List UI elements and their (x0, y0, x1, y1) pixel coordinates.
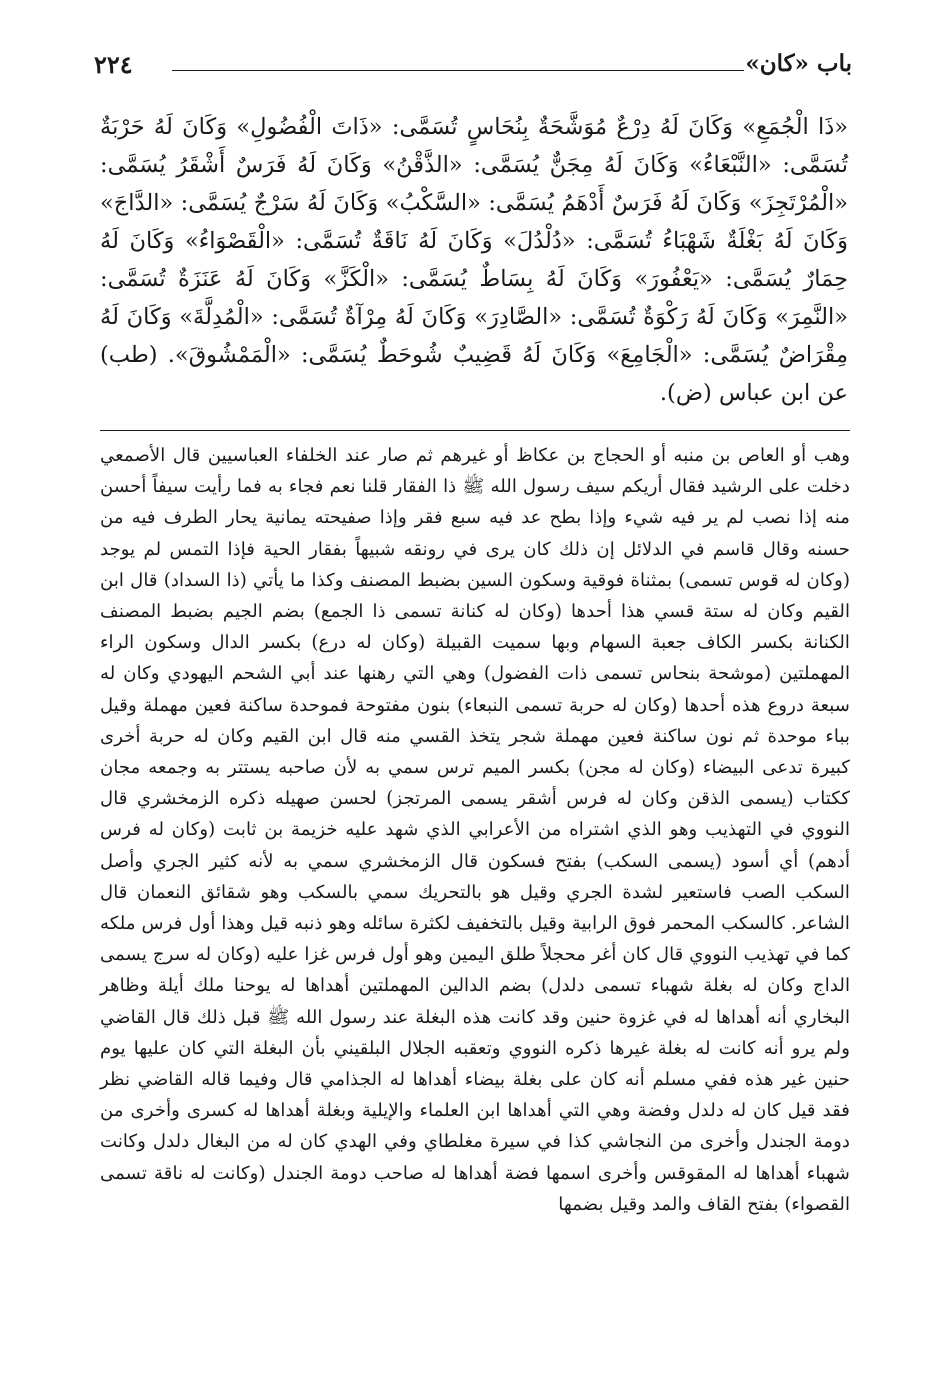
footnote-separator (100, 430, 850, 431)
footnote-block (100, 440, 850, 1220)
header-rule (172, 70, 744, 71)
main-text-block (100, 108, 848, 412)
main-text: «ذَا الْجُمَعِ» وَكَانَ لَهُ دِرْعٌ مُوَشَّحَةٌ بِنُحَاسٍ تُسَمَّى: «ذَاتَ الْفُضُولِ» وَكَانَ لَهُ حَرْبَةٌ تُسَمَّى: «النَّبْعَاءُ» وَكَانَ لَهُ مِجَنٌّ يُسَمَّى: «الذَّقْنُ» وَكَانَ لَهُ فَرَسٌ أَشْقَرُ يُسَمَّى: «الْمُرْتَجِزَ» وَكَانَ لَهُ فَرَسٌ أَدْهَمُ يُسَمَّى: «السَّكْبُ» وَكَانَ لَهُ سَرْجٌ يُسَمَّى: «الدَّاجَ» وَكَانَ لَهُ بَغْلَةٌ شَهْبَاءُ تُسَمَّى: «دُلْدُلَ» وَكَانَ لَهُ نَاقَةٌ تُسَمَّى: «الْقَصْوَاءُ» وَكَانَ لَهُ حِمَارٌ يُسَمَّى: «يَعْفُورَ» وَكَانَ لَهُ بِسَاطٌ يُسَمَّى: «الْكَزَّ» وَكَانَ لَهُ عَنَزَةٌ تُسَمَّى: «النَّمِرَ» وَكَانَ لَهُ رَكْوَةٌ تُسَمَّى: «الصَّادِرَ» وَكَانَ لَهُ مِرْآةٌ تُسَمَّى: «الْمُدِلَّةَ» وَكَانَ لَهُ مِقْرَاضٌ يُسَمَّى: «الْجَامِعَ» وَكَانَ لَهُ قَضِيبٌ شُوحَطٌ يُسَمَّى: «الْمَمْشُوقَ». (طب) عن ابن عباس (ض). (100, 114, 848, 406)
page-header (94, 48, 852, 88)
page-number: ٢٢٤ (94, 50, 133, 79)
footnote-text: وهب أو العاص بن منبه أو الحجاج بن عكاظ أو غيرهم ثم صار عند الخلفاء العباسيين قال الأصمعي دخلت على الرشيد فقال أريكم سيف رسول الله ﷺ ذا الفقار قلنا نعم فجاء به فما رأيت سيفاً أحسن منه إذا نصب لم ير فيه شيء وإذا بطح عد فيه سبع فقر وإذا صفيحته يمانية يحار الطرف فيه من حسنه وقال قاسم في الدلائل إن ذلك كان يرى في رونقه شبيهاً بفقار الحية فإذا التمس لم يوجد (وكان له قوس تسمى) بمثناة فوقية وسكون السين بضبط المصنف وكذا ما يأتي (ذا السداد) قال ابن القيم وكان له ستة قسي هذا أحدها (وكان له كنانة تسمى ذا الجمع) بضم الجيم بضبط المصنف الكنانة بكسر الكاف جعبة السهام وبها سميت القبيلة (وكان له درع) بكسر الدال وسكون الراء المهملتين (موشحة بنحاس تسمى ذات الفضول) وهي التي رهنها عند أبي الشحم اليهودي وكان له سبعة دروع هذه أحدها (وكان له حربة تسمى النبعاء) بنون مفتوحة فموحدة ساكنة فعين مهملة وقيل بباء موحدة ثم نون ساكنة فعين مهملة شجر يتخذ القسي منه قال ابن القيم وكان له حربة أخرى كبيرة تدعى البيضاء (وكان له مجن) بكسر الميم ترس سمي به لأن صاحبه يستتر به وجمعه مجان ككتاب (يسمى الذقن وكان له فرس أشقر يسمى المرتجز) لحسن صهيله ذكره الزمخشري قال النووي في التهذيب وهو الذي اشتراه من الأعرابي الذي شهد عليه خزيمة بن ثابت (وكان له فرس أدهم) أي أسود (يسمى السكب) بفتح فسكون قال الزمخشري سمي به لأنه كثير الجري وأصل السكب الصب فاستعير لشدة الجري وقيل هو بالتحريك سمي بالسكب وهو شقائق النعمان قال الشاعر. كالسكب المحمر فوق الرابية وقيل بالتخفيف لكثرة سائله وهو ذنبه قيل وهذا أول فرس ملكه كما في تهذيب النووي قال كان أغر محجلاً طلق اليمين وهو أول فرس غزا عليه (وكان له سرج يسمى الداج وكان له بغلة شهباء تسمى دلدل) بضم الدالين المهملتين أهداها له يوحنا ملك أيلة وظاهر البخاري أنه أهداها له في غزوة حنين وقد كانت هذه البغلة عند رسول الله ﷺ قبل ذلك قال القاضي ولم يرو أنه كانت له بغلة غيرها ذكره النووي وتعقبه الجلال البلقيني بأن البغلة التي كان عليها يوم حنين غير هذه ففي مسلم أنه كان على بغلة بيضاء أهداها له الجذامي قال وفيما قاله القاضي نظر فقد قيل كان له دلدل وفضة وهي التي أهداها ابن العلماء والإيلية وبغلة أهداها له كسرى وأخرى من دومة الجندل وأخرى من النجاشي كذا في سيرة مغلطاي وفي الهدي كان له من البغال دلدل وكانت شهباء أهداها له المقوقس وأخرى اسمها فضة أهداها له صاحب دومة الجندل (وكانت له ناقة تسمى القصواء) بفتح القاف والمد وقيل بضمها (100, 445, 850, 1215)
chapter-title: باب «كان» (745, 50, 852, 77)
